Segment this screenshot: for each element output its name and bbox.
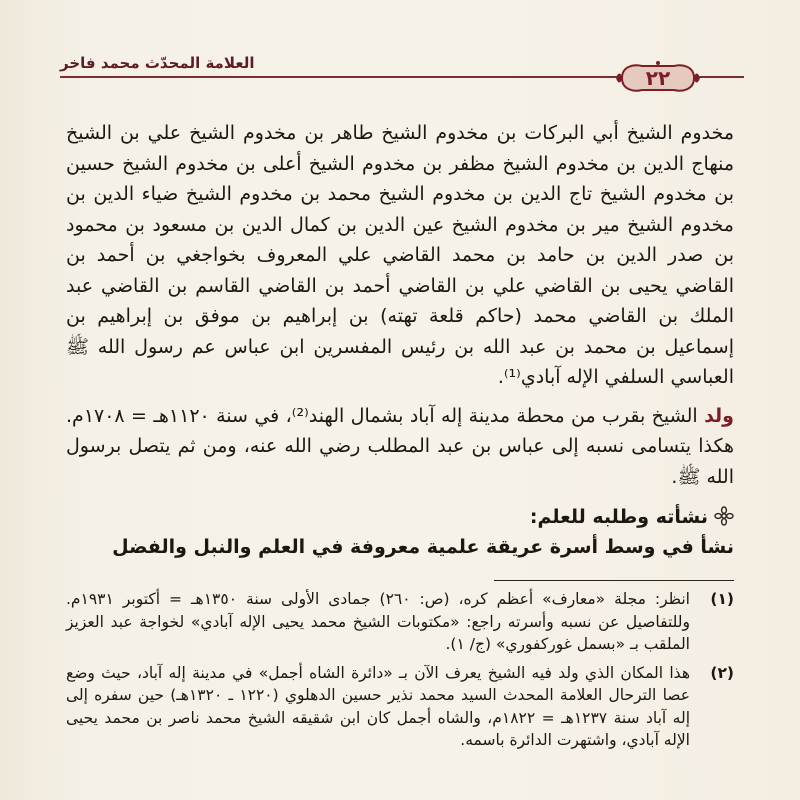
section-heading [530, 506, 734, 528]
genealogy-paragraph: مخدوم الشيخ أبي البركات بن مخدوم الشيخ طاهر بن مخدوم الشيخ علي بن الشيخ منهاج الدين بن مخدوم الشيخ مظفر بن مخدوم الشيخ أعلى بن مخدوم الشيخ حسين بن مخدوم الشيخ تاج الدين بن مخدوم الشيخ محمد بن مخدوم الشيخ ضياء الدين بن مخدوم الشيخ مير بن مخدوم الشيخ عين الدين بن كمال الدين بن مسعود بن محمود بن صدر الدين بن حامد بن محمد القاضي علي المعروف بخواجغي بن أحمد بن القاضي يحيى بن القاضي علي بن القاضي أحمد بن القاضي القاسم بن القاضي عبد الملك بن القاضي محمد (حاكم قلعة تهته) بن إبراهيم بن موفق بن إبراهيم بن إسماعيل بن محمد بن عبد الله بن رئيس المفسرين ابن عباس عم رسول الله ﷺ العباسي السلفي الإله آبادي⁽¹⁾. [66, 122, 734, 388]
running-header [60, 52, 744, 92]
birth-paragraph [66, 401, 734, 493]
footnote-text: انظر: مجلة «معارف» أعظم كره، (ص: ٢٦٠) جمادى الأولى سنة ١٣٥٠هـ = أكتوبر ١٩٣١م. وللتفاصيل عن نسبه وأسرته راجع: «مكتوبات الشيخ محمد يحيى الإله آبادي» لخواجة عبد العزيز الملقب بـ «بسمل غوركفوري» (ج/ ١). [66, 590, 690, 653]
footnote-2 [66, 662, 734, 752]
footnote-separator [494, 580, 734, 581]
flower-ornament-icon [714, 506, 734, 526]
footnote-1 [66, 588, 734, 656]
page-number-badge [612, 60, 704, 96]
birth-paragraph-text: الشيخ بقرب من محطة مدينة إله آباد بشمال الهند⁽²⁾، في سنة ١١٢٠هـ = ١٧٠٨م. هكذا يتسامى نسبه إلى عباس بن عبد المطلب رضي الله عنه، ومن ثم يتصل برسول الله ﷺ. [66, 404, 734, 488]
section-paragraph: نشأ في وسط أسرة عريقة علمية معروفة في العلم والنبل والفضل [112, 536, 734, 558]
running-header-title: العلامة المحدّث محمد فاخر [60, 54, 255, 72]
footnote-text: هذا المكان الذي ولد فيه الشيخ يعرف الآن بـ «دائرة الشاه أجمل» في مدينة إله آباد، حيث وضع عصا الترحال العلامة المحدث السيد محمد نذير حسين الدهلوي (١٢٢٠ ـ ١٣٢٠هـ) حين سفره إلى إله آباد سنة ١٢٣٧هـ = ١٨٢٢م، والشاه أجمل كان ابن شقيقه الشيخ محمد ناصر بن محمد يحيى الإله آبادي، واشتهرت الدائرة باسمه. [66, 663, 691, 749]
footnote-marker: (١) [710, 590, 734, 608]
page-number: ٢٢ [645, 66, 671, 90]
footnotes [66, 588, 734, 752]
paragraph-lead-word: ولد [704, 404, 734, 427]
section-heading-text: نشأته وطلبه للعلم: [529, 506, 708, 528]
footnote-marker: (٢) [710, 663, 734, 682]
main-text-block [66, 118, 734, 492]
